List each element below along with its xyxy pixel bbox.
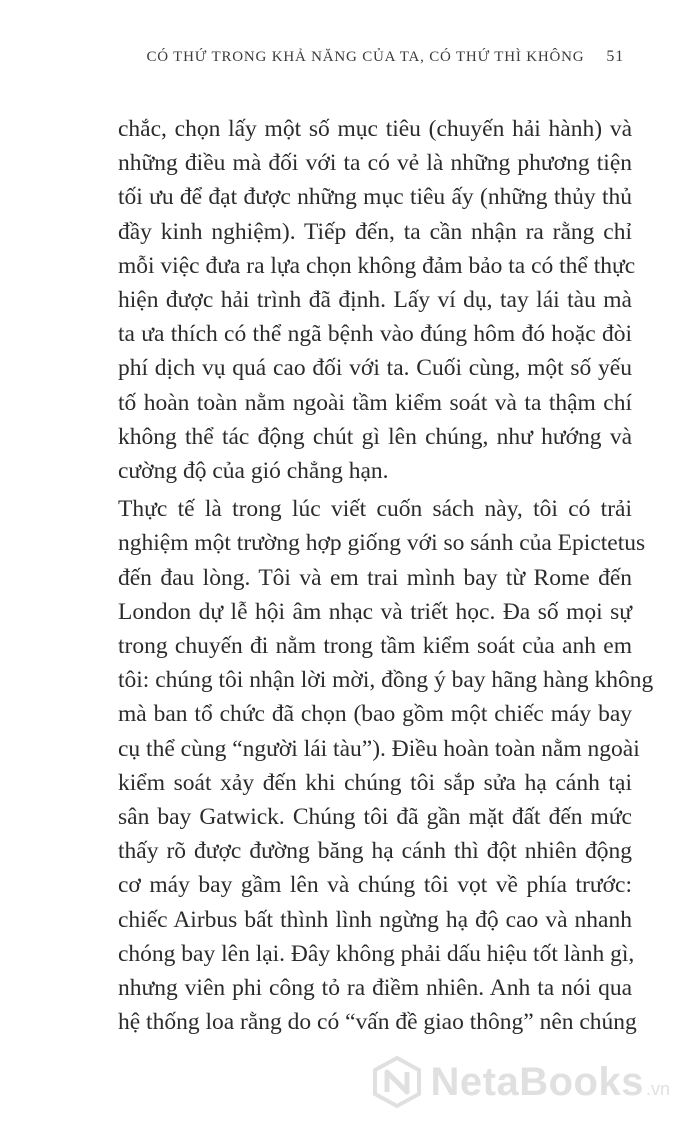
text-line: nhưng viên phi công tỏ ra điềm nhiên. Anh ta nói qua <box>118 975 632 1002</box>
text-line: đầy kinh nghiệm). Tiếp đến, ta cần nhận ra rằng chỉ <box>118 218 632 245</box>
text-line: tối ưu để đạt được những mục tiêu ấy (những thủy thủ <box>118 184 632 211</box>
paragraph-1 <box>118 112 636 488</box>
text-line: tôi: chúng tôi nhận lời mời, đồng ý bay hãng hàng không <box>118 667 654 694</box>
watermark <box>371 1056 670 1108</box>
text-line: không thể tác động chút gì lên chúng, như hướng và <box>118 423 632 450</box>
netabooks-logo-icon <box>371 1056 423 1108</box>
paragraph-2 <box>118 492 654 1039</box>
text-line: đến đau lòng. Tôi và em trai mình bay từ Rome đến <box>118 564 632 591</box>
text-line: chắc, chọn lấy một số mục tiêu (chuyến hải hành) và <box>118 116 632 142</box>
text-line: chóng bay lên lại. Đây không phải dấu hiệu tốt lành gì, <box>118 940 635 967</box>
text-line: hiện được hải trình đã định. Lấy ví dụ, tay lái tàu mà <box>118 287 632 314</box>
text-line: mà ban tổ chức đã chọn (bao gồm một chiếc máy bay <box>118 701 632 728</box>
text-line: chiếc Airbus bất thình lình ngừng hạ độ cao và nhanh <box>118 906 632 933</box>
text-line: cường độ của gió chẳng hạn. <box>118 458 389 485</box>
text-line: mỗi việc đưa ra lựa chọn không đảm bảo ta có thể thực <box>118 252 636 279</box>
text-line: sân bay Gatwick. Chúng tôi đã gần mặt đất đến mức <box>118 804 632 831</box>
text-line: thấy rõ được đường băng hạ cánh thì đột nhiên động <box>118 838 632 865</box>
text-line: cơ máy bay gầm lên và chúng tôi vọt về phía trước: <box>118 872 632 899</box>
watermark-tld: .vn <box>645 1079 670 1099</box>
text-line: phí dịch vụ quá cao đối với ta. Cuối cùng, một số yếu <box>118 355 632 382</box>
running-header-title: CÓ THỨ TRONG KHẢ NĂNG CỦA TA, CÓ THỨ THÌ KHÔNG <box>146 49 585 65</box>
page-body <box>118 112 654 1039</box>
text-line: Thực tế là trong lúc viết cuốn sách này, tôi có trải <box>118 496 632 523</box>
text-line: London dự lễ hội âm nhạc và triết học. Đa số mọi sự <box>118 598 632 625</box>
running-header <box>40 48 624 66</box>
text-line: những điều mà đối với ta có vẻ là những phương tiện <box>118 150 632 177</box>
text-line: hệ thống loa rằng do có “vấn đề giao thông” nên chúng <box>118 1009 637 1036</box>
text-line: kiểm soát xảy đến khi chúng tôi sắp sửa hạ cánh tại <box>118 769 632 796</box>
text-line: tố hoàn toàn nằm ngoài tầm kiểm soát và ta thậm chí <box>118 389 632 416</box>
text-line: trong chuyến đi nằm trong tầm kiểm soát của anh em <box>118 633 632 660</box>
text-line: nghiệm một trường hợp giống với so sánh của Epictetus <box>118 530 646 557</box>
watermark-brand: NetaBooks <box>430 1059 644 1104</box>
text-line: cụ thể cùng “người lái tàu”). Điều hoàn toàn nằm ngoài <box>118 735 640 762</box>
text-line: ta ưa thích có thể ngã bệnh vào đúng hôm đó hoặc đòi <box>118 321 632 348</box>
page-number: 51 <box>606 48 624 65</box>
